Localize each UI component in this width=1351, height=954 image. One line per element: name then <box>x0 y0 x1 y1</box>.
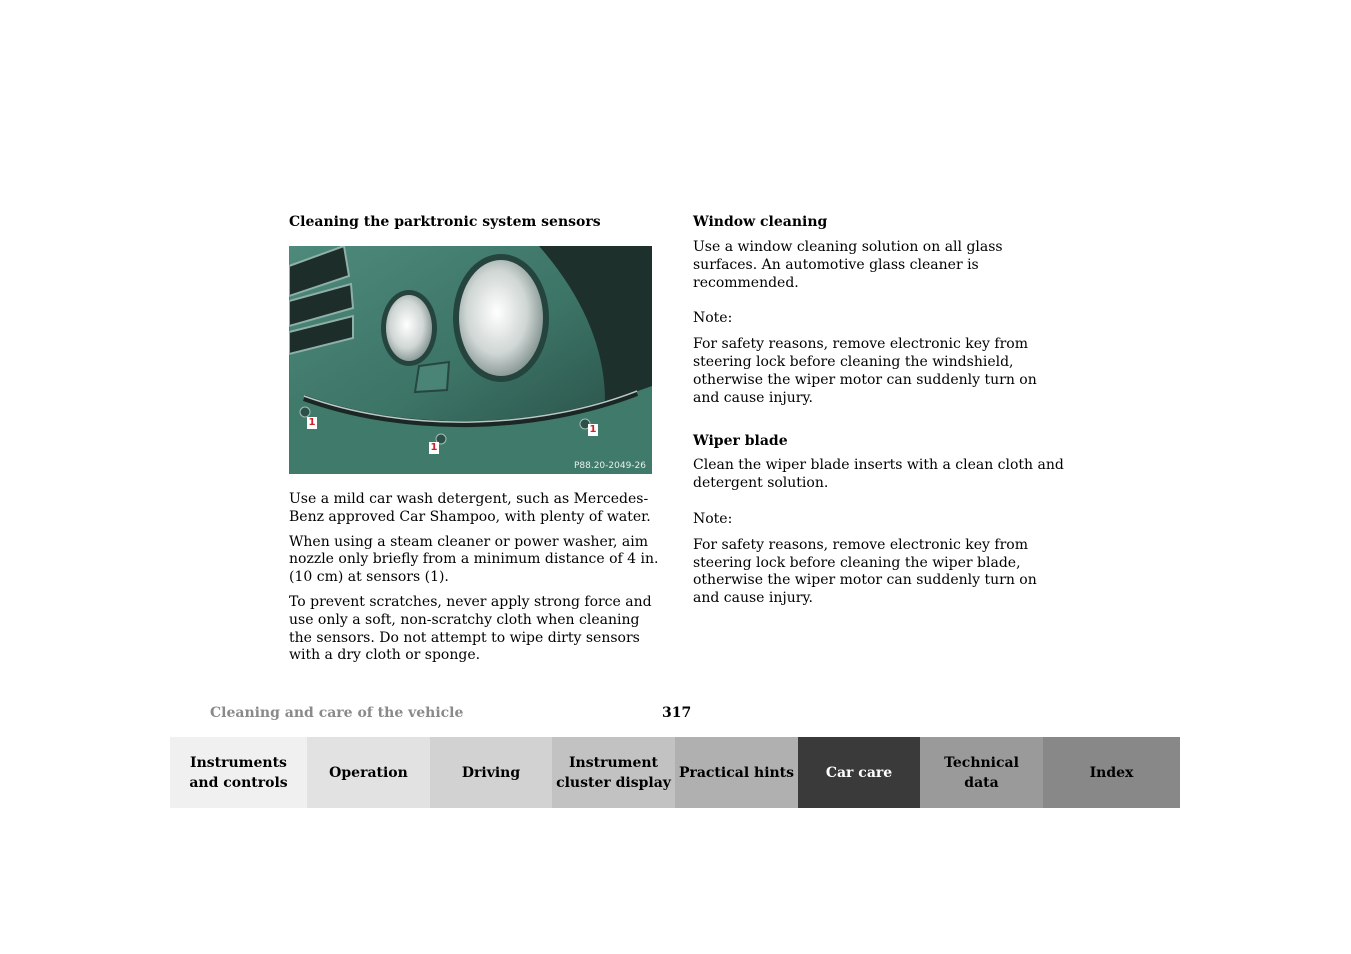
window-cleaning-heading: Window cleaning <box>693 214 828 230</box>
tab-practical-hints[interactable]: Practical hints <box>675 737 798 808</box>
tab-technical-data[interactable]: Technical data <box>920 737 1043 808</box>
wiper-note-text: For safety reasons, remove electronic key from steering lock before cleaning the wiper blade, otherwise the wiper motor can suddenly turn on and cause injury. <box>693 536 1037 607</box>
tab-index[interactable]: Index <box>1043 737 1180 808</box>
window-note-text: For safety reasons, remove electronic key from steering lock before cleaning the windshield, otherwise the wiper motor can suddenly turn on and cause injury. <box>693 336 1037 406</box>
wiper-blade-text: Clean the wiper blade inserts with a clean cloth and detergent solution. <box>693 457 1064 492</box>
wiper-blade-heading: Wiper blade <box>693 433 788 450</box>
figure-code: P88.20-2049-26 <box>573 461 646 471</box>
parktronic-heading: Cleaning the parktronic system sensors <box>289 214 601 230</box>
tab-driving[interactable]: Driving <box>430 737 552 808</box>
window-cleaning-text: Use a window cleaning solution on all glass surfaces. An automotive glass cleaner is recommended. <box>693 239 1003 291</box>
tab-operation[interactable]: Operation <box>307 737 430 808</box>
parktronic-paragraph-3: To prevent scratches, never apply strong force and use only a soft, non-scratchy cloth when cleaning the sensors. Do not attempt to wipe dirty sensors with a dry cloth or sponge. <box>289 593 652 664</box>
tab-instruments-and-controls[interactable]: Instruments and controls <box>170 737 307 808</box>
parktronic-paragraph-1: Use a mild car wash detergent, such as Mercedes-Benz approved Car Shampoo, with plenty of water. <box>289 491 651 525</box>
window-note-label: Note: <box>693 310 733 327</box>
parktronic-paragraph-2: When using a steam cleaner or power washer, aim nozzle only briefly from a minimum distance of 4 in. (10 cm) at sensors (1). <box>289 533 659 586</box>
callout-sensor-center: 1 <box>430 442 438 453</box>
callout-sensor-right: 1 <box>589 424 597 435</box>
footer-section-title: Cleaning and care of the vehicle <box>210 705 464 721</box>
parktronic-figure <box>289 246 652 474</box>
right-column <box>693 212 1065 608</box>
tab-car-care[interactable]: Car care <box>798 737 920 808</box>
page-number: 317 <box>662 705 692 721</box>
wiper-note-label: Note: <box>693 510 733 527</box>
tab-instrument-cluster-display[interactable]: Instrument cluster display <box>552 737 675 808</box>
callout-sensor-left: 1 <box>308 417 316 428</box>
chapter-navbar <box>170 737 1180 808</box>
car-front-illustration <box>289 246 652 474</box>
left-column <box>289 212 659 665</box>
